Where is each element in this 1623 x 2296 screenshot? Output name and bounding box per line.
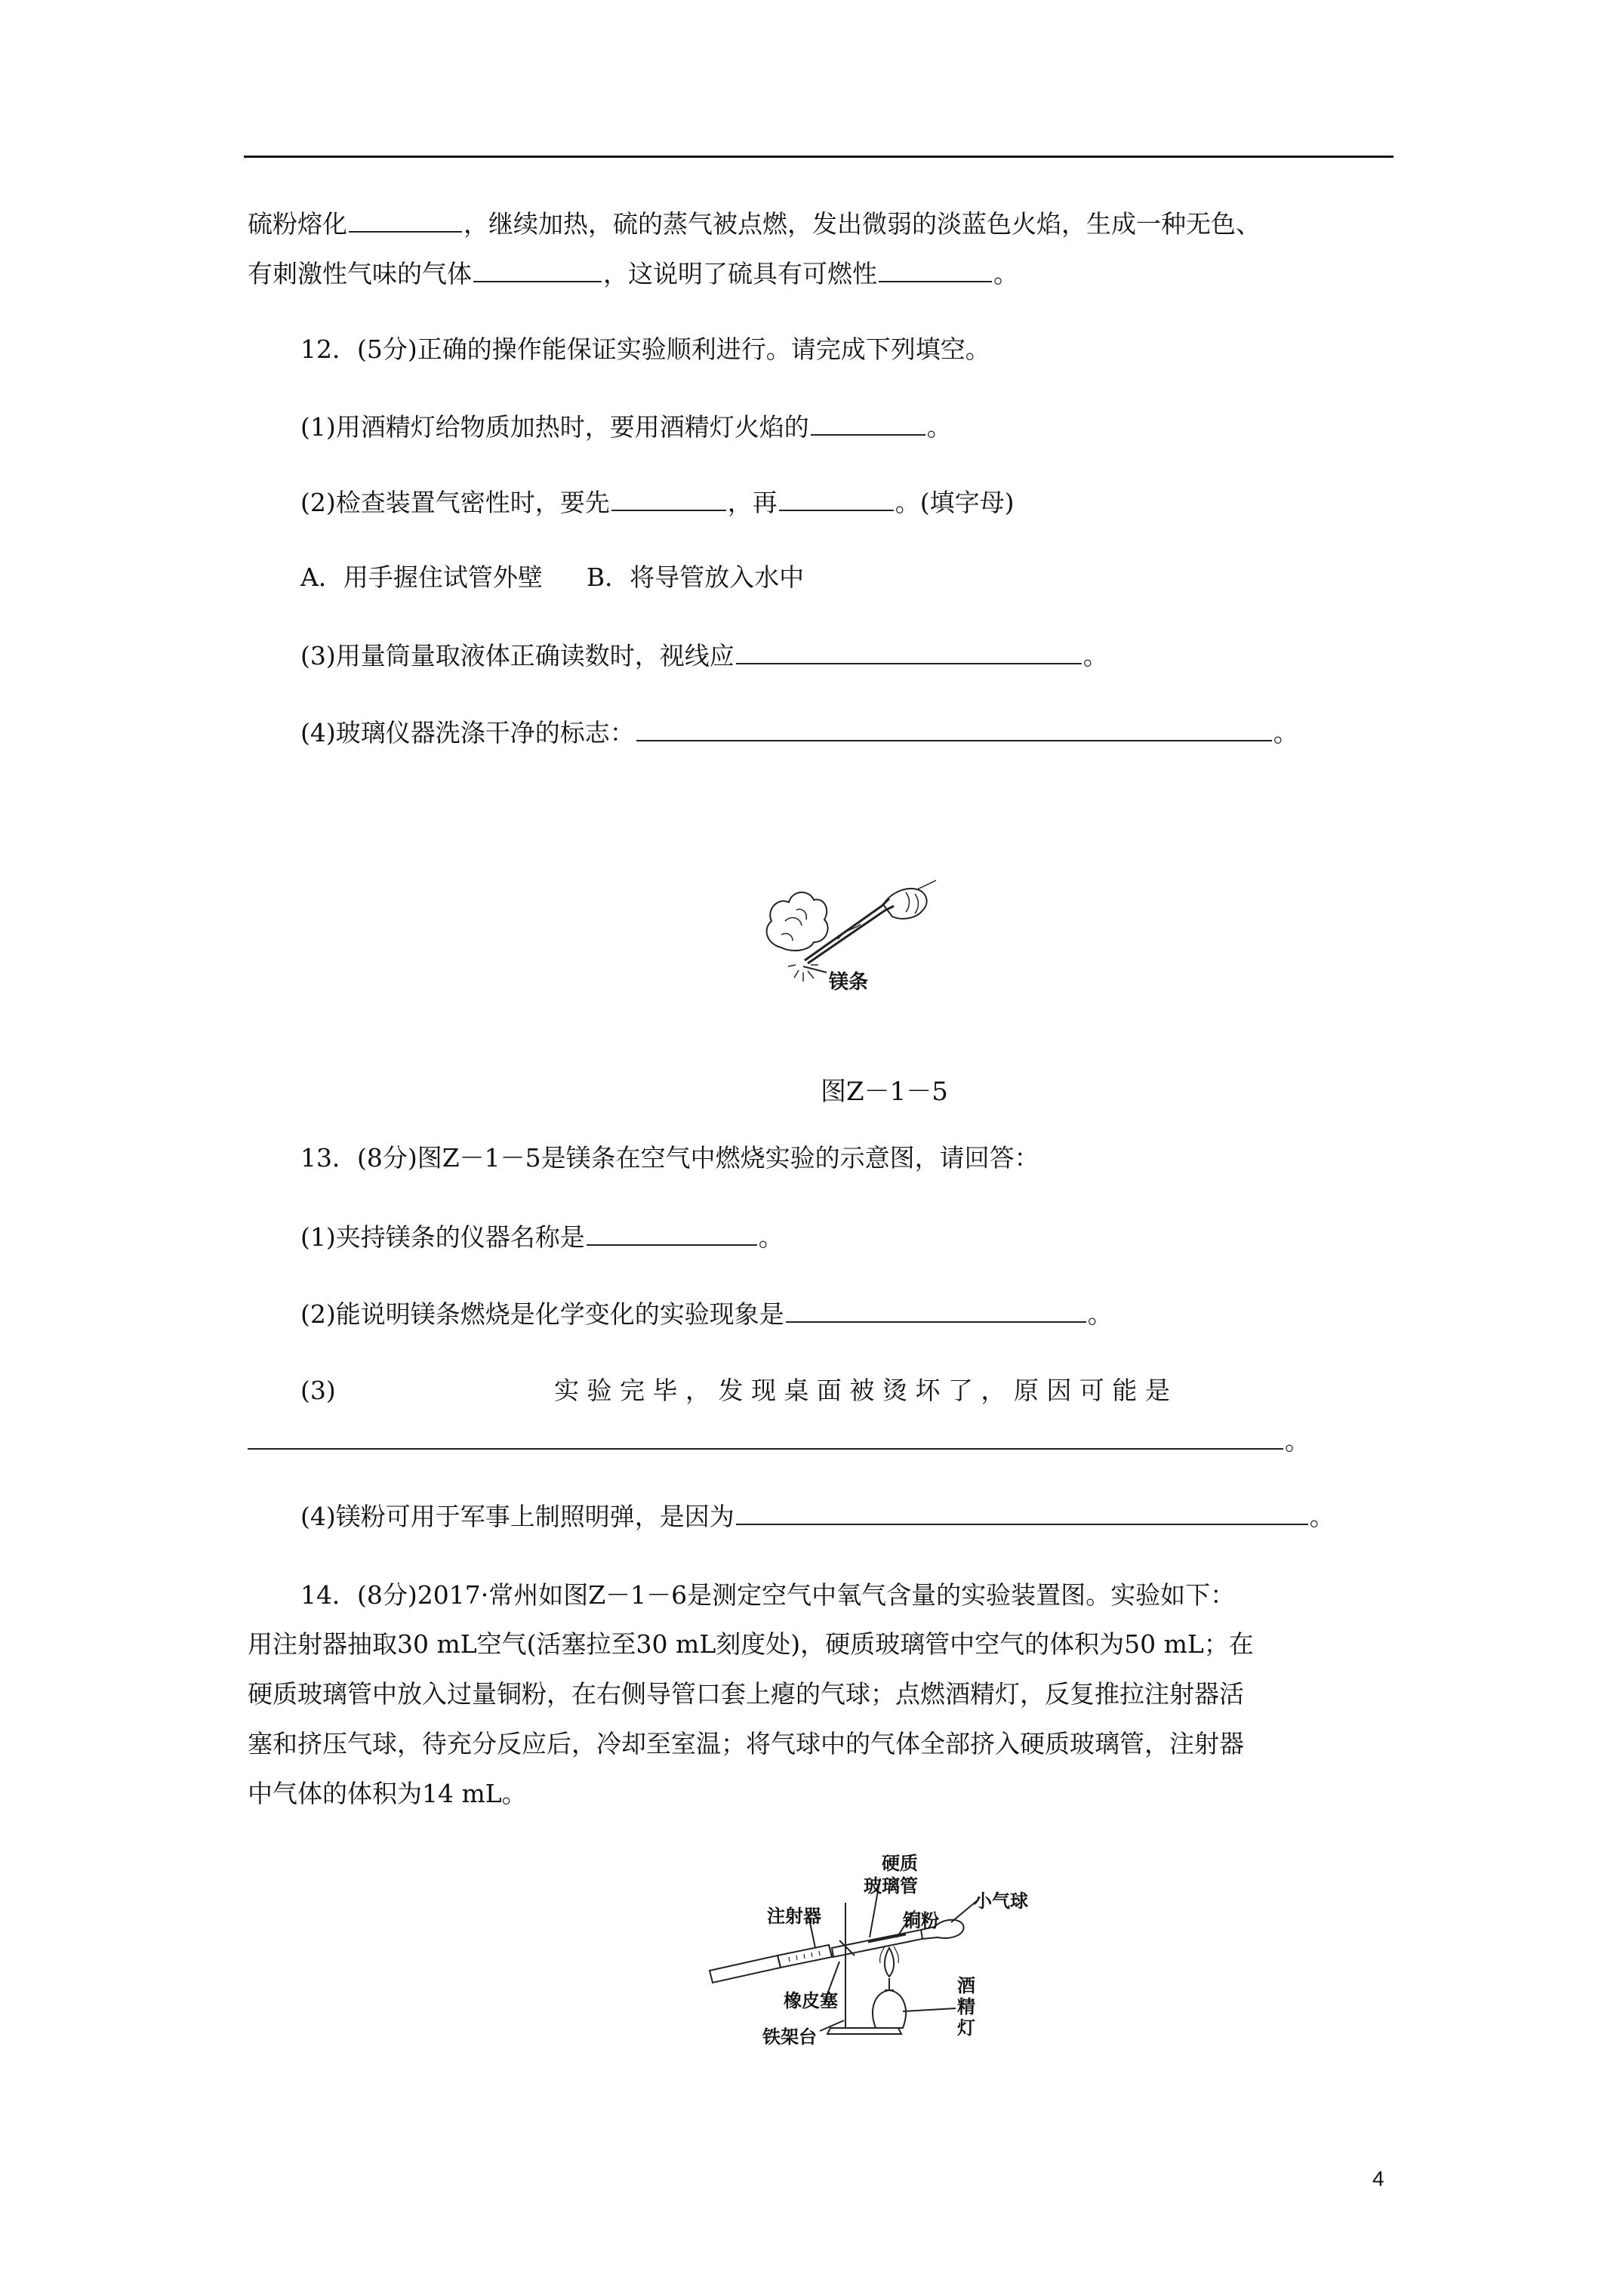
q12-text: (1)用酒精灯给物质加热时，要用酒精灯火焰的 xyxy=(300,412,809,442)
answer-blank[interactable] xyxy=(349,208,462,233)
q11-line-1 xyxy=(248,208,1261,239)
label-alcohol-lamp-1: 酒 xyxy=(957,1975,975,1996)
answer-blank[interactable] xyxy=(736,640,1082,664)
label-iron-stand: 铁架台 xyxy=(762,2026,817,2048)
q13-part-1 xyxy=(300,1222,784,1253)
option-a: A．用手握住试管外壁 xyxy=(300,562,543,592)
q12-text: (2)检查装置气密性时，要先 xyxy=(300,488,610,517)
label-alcohol-lamp-3: 灯 xyxy=(957,2017,975,2039)
q13-text: (1)夹持镁条的仪器名称是 xyxy=(300,1222,585,1252)
q14-line-5: 中气体的体积为14 mL。 xyxy=(248,1779,527,1808)
q12-stem: 12．(5分)正确的操作能保证实验顺利进行。请完成下列填空。 xyxy=(300,334,990,364)
q12-part-1 xyxy=(300,411,952,442)
q13-part-3-text: 实 验 完 毕 ， 发 现 桌 面 被 烫 坏 了 ， 原 因 可 能 是 xyxy=(554,1376,1170,1405)
q13-text: 。 xyxy=(1285,1426,1310,1456)
label-magnesium: 镁条 xyxy=(829,971,869,994)
answer-blank[interactable] xyxy=(736,1501,1308,1525)
answer-blank[interactable] xyxy=(248,1425,1283,1450)
answer-blank[interactable] xyxy=(636,717,1272,741)
q12-text: 。 xyxy=(1083,641,1108,670)
label-syringe: 注射器 xyxy=(767,1906,821,1927)
page-number: 4 xyxy=(1372,2167,1384,2190)
q12-part-3 xyxy=(300,640,1108,671)
q12-text: (4)玻璃仪器洗涤干净的标志： xyxy=(300,718,635,747)
header-rule xyxy=(244,156,1394,158)
q11-text: 硫粉熔化 xyxy=(248,209,347,239)
q12-text: ，再 xyxy=(727,488,778,517)
q13-text: 。 xyxy=(1087,1299,1113,1329)
q12-text: (3)用量筒量取液体正确读数时，视线应 xyxy=(300,641,735,670)
q12-part-2 xyxy=(300,487,1015,518)
q13-part-4 xyxy=(300,1501,1335,1532)
q11-text: ，继续加热，硫的蒸气被点燃，发出微弱的淡蓝色火焰，生成一种无色、 xyxy=(463,209,1261,239)
q13-text: 。 xyxy=(758,1222,784,1252)
answer-blank[interactable] xyxy=(587,1222,757,1246)
q12-text: 。 xyxy=(1273,718,1298,747)
q13-part-3-blank xyxy=(248,1425,1310,1456)
q13-text: 。 xyxy=(1309,1502,1335,1531)
q11-line-2 xyxy=(248,258,1018,289)
q12-part-4 xyxy=(300,717,1298,748)
label-alcohol-lamp-2: 精 xyxy=(957,1996,975,2017)
q13-part-3-num: (3) xyxy=(300,1376,336,1405)
label-rubber-stopper: 橡皮塞 xyxy=(784,1990,838,2011)
answer-blank[interactable] xyxy=(879,258,992,282)
q13-part-2 xyxy=(300,1299,1113,1330)
q14-line-4: 塞和挤压气球，待充分反应后，冷却至室温；将气球中的气体全部挤入硬质玻璃管，注射器 xyxy=(248,1729,1244,1758)
answer-blank[interactable] xyxy=(811,411,925,436)
option-b: B．将导管放入水中 xyxy=(586,562,805,592)
q12-text: 。 xyxy=(926,412,952,442)
q11-text: 。 xyxy=(993,259,1018,288)
answer-blank[interactable] xyxy=(473,258,602,282)
q13-text: (4)镁粉可用于军事上制照明弹，是因为 xyxy=(300,1502,735,1531)
label-copper-powder: 铜粉 xyxy=(903,1910,939,1931)
q14-line-3: 硬质玻璃管中放入过量铜粉，在右侧导管口套上瘪的气球；点燃酒精灯，反复推拉注射器活 xyxy=(248,1679,1244,1709)
q12-options xyxy=(300,562,804,593)
q11-text: 有刺激性气味的气体 xyxy=(248,259,472,288)
label-hard-glass-tube-line-1: 硬质 xyxy=(882,1853,918,1874)
answer-blank[interactable] xyxy=(611,487,726,511)
q14-line-1: 14．(8分)2017·常州如图Z－1－6是测定空气中氧气含量的实验装置图。实验如下： xyxy=(300,1580,1236,1610)
label-small-balloon: 小气球 xyxy=(974,1891,1028,1912)
answer-blank[interactable] xyxy=(779,487,894,511)
q14-line-2: 用注射器抽取30 mL空气(活塞拉至30 mL刻度处)，硬质玻璃管中空气的体积为50 mL；在 xyxy=(248,1629,1254,1659)
q13-stem: 13．(8分)图Z－1－5是镁条在空气中燃烧实验的示意图，请回答： xyxy=(300,1143,1039,1173)
figure-5-caption: 图Z－1－5 xyxy=(821,1077,948,1107)
answer-blank[interactable] xyxy=(786,1299,1086,1323)
q13-text: (2)能说明镁条燃烧是化学变化的实验现象是 xyxy=(300,1299,784,1329)
q12-text: 。(填字母) xyxy=(895,488,1015,517)
q11-text: ，这说明了硫具有可燃性 xyxy=(603,259,877,288)
label-hard-glass-tube-line-2: 玻璃管 xyxy=(864,1875,918,1897)
